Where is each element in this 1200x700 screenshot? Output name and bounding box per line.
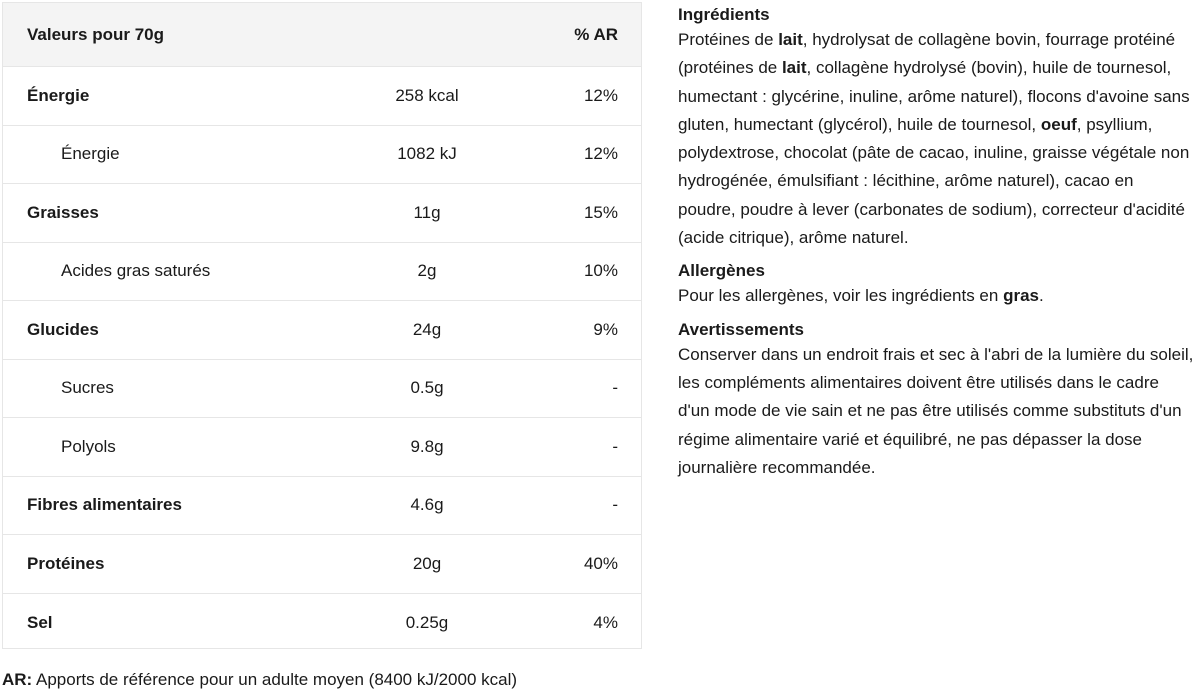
nutrient-value: 9.8g [410,436,444,456]
nutrition-row [3,594,641,653]
nutrient-ar: 4% [593,612,618,632]
allergens-section [678,260,1194,310]
nutrient-value: 258 kcal [395,85,459,105]
nutrient-value: 0.25g [405,612,449,632]
nutrition-row [3,126,641,185]
ar-footnote [2,670,517,690]
nutrient-name: Graisses [27,202,99,222]
nutrient-value: 20g [412,553,442,573]
nutrient-name: Énergie [61,144,120,164]
nutrient-name: Sel [27,612,53,632]
nutrition-row [3,418,641,477]
nutrient-ar: 15% [583,202,618,222]
nutrient-name: Fibres alimentaires [27,495,182,515]
nutrition-row [3,184,641,243]
nutrient-ar: 10% [583,261,618,281]
text-segment: . [1039,286,1044,306]
bold-allergen: lait [778,30,803,49]
nutrition-table-header [3,3,641,67]
allergens-text [678,282,1194,310]
warnings-section [678,319,1194,482]
nutrient-ar: 9% [593,319,618,339]
ingredients-section [678,4,1194,252]
nutrient-name: Sucres [61,378,114,398]
nutrient-value: 1082 kJ [397,144,457,164]
text-segment: , hydrolysat de collagène bovin, fourrage protéiné (protéines de [678,30,1176,78]
nutrient-ar: 40% [583,553,618,573]
product-details [678,4,1194,490]
header-label: Valeurs pour 70g [27,24,164,44]
bold-allergen: lait [781,58,807,78]
nutrition-rows [3,67,641,652]
nutrient-ar: - [612,436,618,456]
allergens-title: Allergènes [678,261,765,281]
nutrition-row [3,535,641,594]
nutrient-ar: 12% [583,85,618,105]
nutrient-ar: 12% [583,144,618,164]
nutrient-name: Protéines [27,553,105,573]
nutrient-ar: - [612,495,618,515]
footnote-abbr: AR: [2,670,33,689]
nutrition-row [3,360,641,419]
nutrient-value: 0.5g [410,378,444,398]
nutrient-name: Énergie [27,85,90,105]
ingredients-title: Ingrédients [678,5,770,24]
nutrition-row [3,243,641,302]
nutrition-row [3,67,641,126]
header-ar: % AR [574,24,618,44]
bold-allergen: gras [1003,286,1039,306]
nutrient-value: 2g [417,261,437,281]
nutrient-name: Glucides [27,319,99,339]
footnote-text: Apports de référence pour un adulte moyen (8400 kJ/2000 kcal) [32,670,518,689]
text-segment: Pour les allergènes, voir les ingrédients en [678,286,1004,306]
nutrient-name: Acides gras saturés [61,261,211,281]
bold-allergen: oeuf [1040,114,1077,134]
nutrient-value: 11g [413,202,441,222]
nutrient-ar: - [612,378,618,398]
text-segment: , psyllium, polydextrose, chocolat (pâte de cacao, inuline, graisse végétale non hydrogénée, émulsifiant : lécithine, arôme naturel), cacao en poudre, poudre à lever (carbonates de sodium), correcteur d'acidité (acide citrique), arôme naturel. [678,114,1190,248]
nutrition-row [3,301,641,360]
warnings-text: Conserver dans un endroit frais et sec à l'abri de la lumière du soleil, les compléments alimentaires doivent être utilisés dans le cadre d'un mode de vie sain et ne pas être utilisés comme substituts d'un régime alimentaire varié et équilibré, ne pas dépasser la dose journalière recommandée. [678,344,1194,477]
nutrient-value: 24g [412,319,442,339]
nutrition-table [2,2,642,649]
ingredients-text [678,26,1194,252]
nutrient-name: Polyols [61,436,116,456]
nutrient-value: 4.6g [410,495,444,515]
nutrition-row [3,477,641,536]
warnings-title: Avertissements [678,319,804,339]
text-segment: , collagène hydrolysé (bovin), huile de tournesol, humectant : glycérine, inuline, arôme naturel), flocons d'avoine sans gluten, humectant (glycérol), huile de tournesol, [678,58,1190,134]
text-segment: Protéines de [678,30,779,49]
